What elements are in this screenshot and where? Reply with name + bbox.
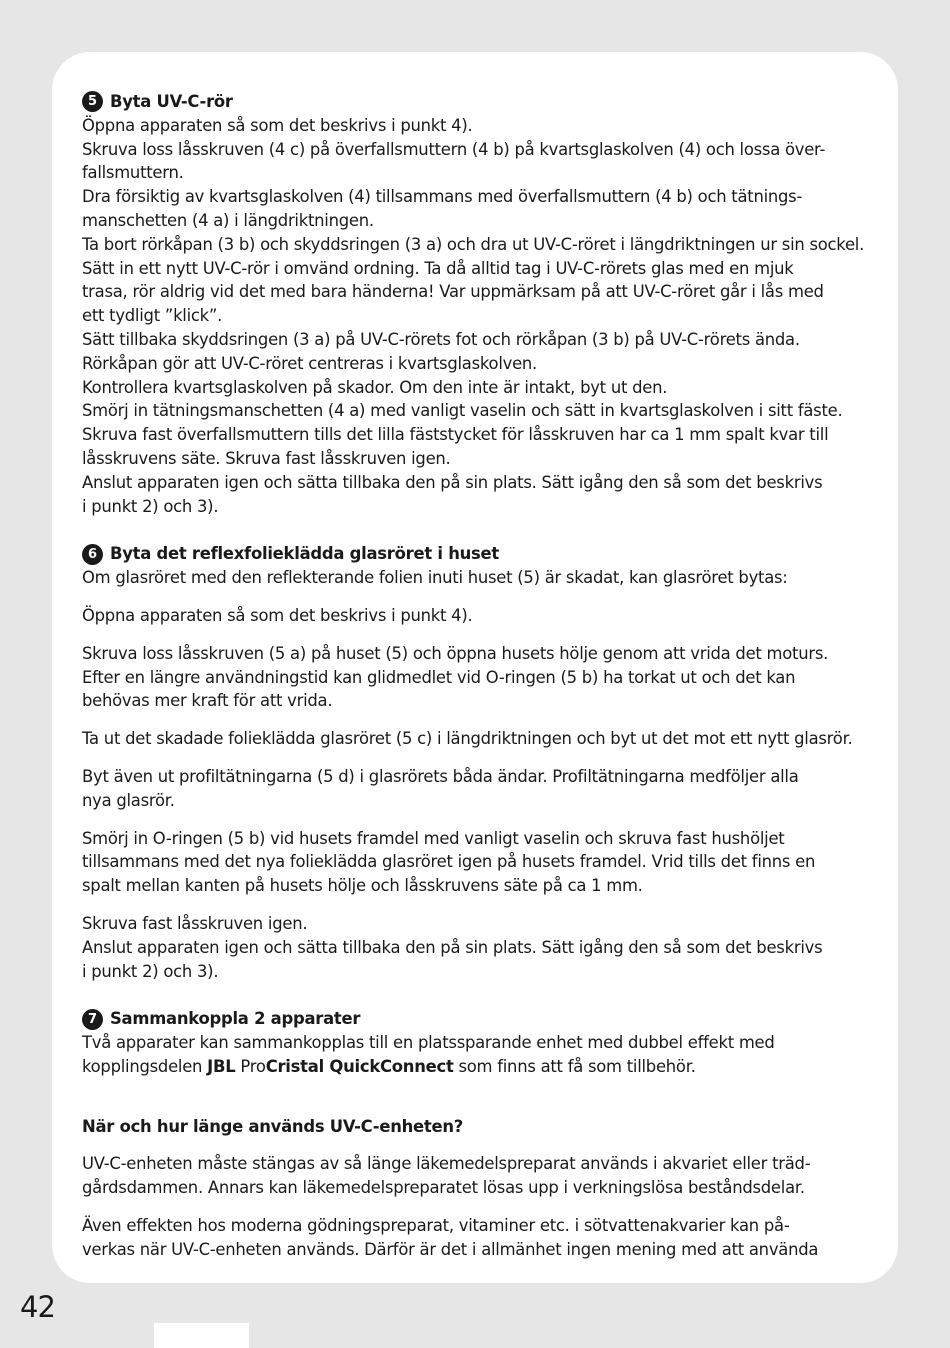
text-line: låsskruvens säte. Skruva fast låsskruven igen. — [82, 448, 451, 468]
uvc-usage-paragraph — [82, 1214, 874, 1262]
text-line: Kontrollera kvartsglaskolven på skador. Om den inte är intakt, byt ut den. — [82, 377, 668, 397]
text-line: trasa, rör aldrig vid det med bara händerna! Var uppmärksam på att UV-C-röret går i lås med — [82, 282, 824, 302]
text-line: i punkt 2) och 3). — [82, 961, 219, 981]
page-card — [52, 52, 898, 1283]
text-line: i punkt 2) och 3). — [82, 496, 219, 516]
section-7-body — [82, 1031, 874, 1079]
text-line: Smörj in O-ringen (5 b) vid husets framdel med vanligt vaselin och skruva fast hushöljet — [82, 828, 785, 848]
text-line: UV-C-enheten måste stängas av så länge läkemedelspreparat används i akvariet eller träd- — [82, 1154, 811, 1174]
text-line: verkas när UV-C-enheten används. Därför är det i allmänhet ingen mening med att använda — [82, 1239, 819, 1259]
text-line: ett tydligt ”klick”. — [82, 306, 223, 326]
section-7-heading — [82, 1007, 874, 1031]
page-number: 42 — [20, 1290, 55, 1324]
section-5-heading — [82, 90, 874, 114]
section-5-title: Byta UV-C-rör — [110, 92, 233, 111]
text-line: Rörkåpan gör att UV-C-röret centreras i kvartsglaskolven. — [82, 353, 538, 373]
uvc-usage-paragraph — [82, 1152, 874, 1200]
text-line: Om glasröret med den reflekterande folien inuti huset (5) är skadat, kan glasröret bytas: — [82, 568, 788, 588]
page-content — [82, 90, 874, 1262]
product-name: Cristal QuickConnect — [265, 1056, 454, 1076]
section-6-paragraph — [82, 566, 874, 590]
text-line: Även effekten hos moderna gödningspreparat, vitaminer etc. i sötvattenakvarier kan på- — [82, 1216, 790, 1236]
section-6-paragraph — [82, 912, 874, 983]
section-5-body — [82, 114, 874, 519]
text-line: Öppna apparaten så som det beskrivs i punkt 4). — [82, 605, 473, 625]
section-7-title: Sammankoppla 2 apparater — [110, 1009, 361, 1029]
text-line: manschetten (4 a) i längdriktningen. — [82, 210, 374, 230]
text-line: spalt mellan kanten på husets hölje och låsskruvens säte på ca 1 mm. — [82, 876, 643, 896]
section-6-paragraph — [82, 827, 874, 898]
text-line: Två apparater kan sammankopplas till en platssparande enhet med dubbel effekt med — [82, 1033, 775, 1053]
text-line: Ta ut det skadade folieklädda glasröret (5 c) i längdriktningen och byt ut det mot ett nytt glasrör. — [82, 729, 853, 749]
text-line: Skruva loss låsskruven (5 a) på huset (5) och öppna husets hölje genom att vrida det moturs. — [82, 643, 829, 663]
section-number-badge: 5 — [82, 91, 103, 112]
section-6-paragraph — [82, 765, 874, 813]
text-line: Dra försiktig av kvartsglaskolven (4) tillsammans med överfallsmuttern (4 b) och tätnings- — [82, 187, 803, 207]
brand-name: JBL — [207, 1056, 236, 1076]
section-6-paragraph — [82, 727, 874, 751]
footer-marker — [154, 1323, 249, 1348]
text-line — [82, 1055, 874, 1079]
text-line: Byt även ut profiltätningarna (5 d) i glasrörets båda ändar. Profiltätningarna medföljer alla — [82, 766, 799, 786]
text-line: gårdsdammen. Annars kan läkemedelspreparatet lösas upp i verkningslösa beståndsdelar. — [82, 1178, 805, 1198]
text-line: Öppna apparaten så som det beskrivs i punkt 4). — [82, 115, 473, 135]
section-number-badge: 7 — [82, 1009, 103, 1030]
text-line: Sätt tillbaka skyddsringen (3 a) på UV-C-rörets fot och rörkåpan (3 b) på UV-C-rörets ända. — [82, 329, 800, 349]
text-line: Skruva loss låsskruven (4 c) på överfallsmuttern (4 b) på kvartsglaskolven (4) och lossa över- — [82, 139, 826, 159]
section-6-heading — [82, 542, 874, 566]
text-segment: kopplingsdelen — [82, 1056, 208, 1076]
text-segment: Pro — [235, 1056, 266, 1076]
text-segment: som finns att få som tillbehör. — [453, 1056, 696, 1076]
text-line: tillsammans med det nya folieklädda glasröret igen på husets framdel. Vrid tills det finns en — [82, 852, 816, 872]
section-6-title: Byta det reflexfolieklädda glasröret i huset — [110, 544, 499, 564]
text-line: behövas mer kraft för att vrida. — [82, 691, 333, 711]
section-number-badge: 6 — [82, 544, 103, 565]
text-line: Skruva fast överfallsmuttern tills det lilla fäststycket för låsskruven har ca 1 mm spalt kvar till — [82, 425, 829, 445]
text-line: Skruva fast låsskruven igen. — [82, 913, 308, 933]
text-line: Efter en längre användningstid kan glidmedlet vid O-ringen (5 b) ha torkat ut och det kan — [82, 667, 796, 687]
text-line: Anslut apparaten igen och sätta tillbaka den på sin plats. Sätt igång den så som det beskrivs — [82, 937, 823, 957]
text-line: Sätt in ett nytt UV-C-rör i omvänd ordning. Ta då alltid tag i UV-C-rörets glas med en mjuk — [82, 258, 794, 278]
section-6-paragraph — [82, 604, 874, 628]
text-line: Ta bort rörkåpan (3 b) och skyddsringen (3 a) och dra ut UV-C-röret i längdriktningen ur sin sockel. — [82, 234, 865, 254]
text-line: nya glasrör. — [82, 790, 175, 810]
text-line: fallsmuttern. — [82, 163, 184, 183]
uvc-usage-heading: När och hur länge används UV-C-enheten? — [82, 1116, 464, 1136]
text-line: Smörj in tätningsmanschetten (4 a) med vanligt vaselin och sätt in kvartsglaskolven i sitt fäste. — [82, 401, 843, 421]
section-6-paragraph — [82, 642, 874, 713]
text-line: Anslut apparaten igen och sätta tillbaka den på sin plats. Sätt igång den så som det beskrivs — [82, 472, 823, 492]
